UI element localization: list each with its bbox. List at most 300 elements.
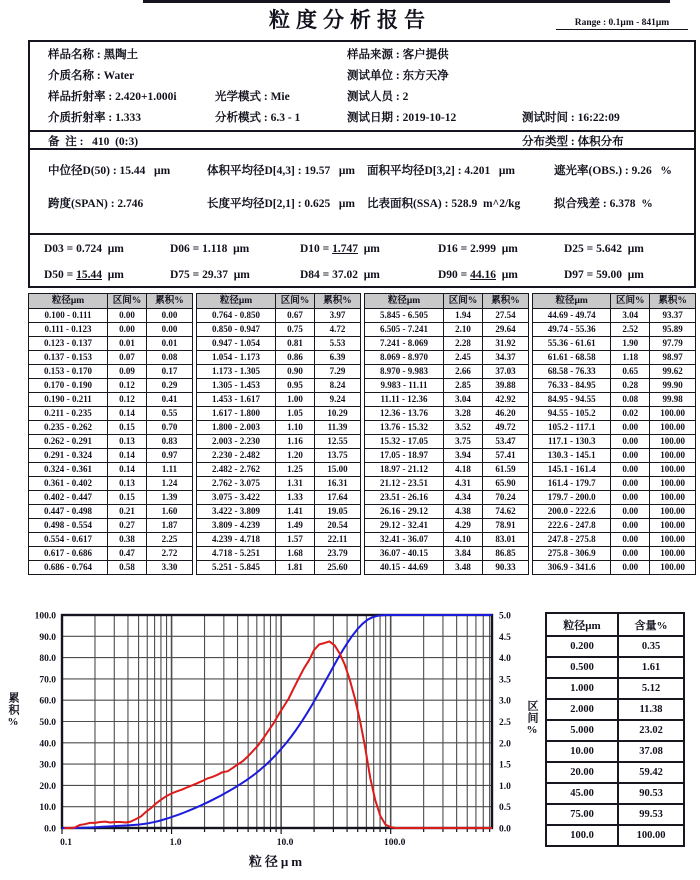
table-cell: 61.61 - 68.58 xyxy=(533,351,611,365)
table-cell: 0.00 xyxy=(611,491,650,505)
test-unit: 测试单位 : 东方天净 xyxy=(347,70,449,82)
table-cell: 0.90 xyxy=(276,365,315,379)
table-cell: 78.91 xyxy=(483,519,529,533)
table-row xyxy=(197,561,361,575)
table-cell: 3.075 - 3.422 xyxy=(197,491,276,505)
table-row xyxy=(29,491,193,505)
table-cell: 0.07 xyxy=(108,351,147,365)
svg-text:5.0: 5.0 xyxy=(499,611,511,622)
table-cell: 20.00 xyxy=(546,762,618,783)
table-row xyxy=(533,309,696,323)
table-cell: 0.95 xyxy=(276,379,315,393)
table-cell: 0.00 xyxy=(611,477,650,491)
table-cell: 99.98 xyxy=(650,393,696,407)
table-row xyxy=(365,337,529,351)
column-header: 累积% xyxy=(483,294,529,309)
table-cell: 1.39 xyxy=(147,491,193,505)
table-cell: 3.28 xyxy=(444,407,483,421)
table-cell: 0.686 - 0.764 xyxy=(29,561,108,575)
table-cell: 100.00 xyxy=(650,533,696,547)
table-cell: 0.27 xyxy=(108,519,147,533)
table-cell: 0.12 xyxy=(108,379,147,393)
table-row xyxy=(546,720,684,741)
table-cell: 0.35 xyxy=(618,636,684,657)
table-cell: 29.12 - 32.41 xyxy=(365,519,444,533)
table-row xyxy=(197,407,361,421)
table-row xyxy=(29,547,193,561)
d-value-d50: D50 = 15.44 μm xyxy=(44,269,124,281)
table-cell: 2.10 xyxy=(444,323,483,337)
table-row xyxy=(29,449,193,463)
sample-source: 样品来源 : 客户提供 xyxy=(347,49,449,61)
svg-text:80.0: 80.0 xyxy=(39,654,56,665)
distribution-table-group-4 xyxy=(532,293,696,575)
table-cell: 1.305 - 1.453 xyxy=(197,379,276,393)
table-cell: 40.15 - 44.69 xyxy=(365,561,444,575)
table-cell: 17.05 - 18.97 xyxy=(365,449,444,463)
svg-text:100.0: 100.0 xyxy=(34,611,56,622)
table-row xyxy=(197,463,361,477)
table-cell: 0.498 - 0.554 xyxy=(29,519,108,533)
table-cell: 5.000 xyxy=(546,720,618,741)
table-cell: 1.90 xyxy=(611,337,650,351)
column-header: 粒径μm xyxy=(533,294,611,309)
table-cell: 1.60 xyxy=(147,505,193,519)
svg-text:0.1: 0.1 xyxy=(60,838,72,848)
volume-mean-diameter: 体积平均径D[4,3] : 19.57 μm xyxy=(207,165,356,177)
table-cell: 5.53 xyxy=(315,337,361,351)
sample-refractive-index: 样品折射率 : 2.420+1.000i xyxy=(48,91,177,103)
table-row xyxy=(197,379,361,393)
table-cell: 0.262 - 0.291 xyxy=(29,435,108,449)
table-row xyxy=(533,365,696,379)
table-cell: 0.00 xyxy=(108,323,147,337)
table-cell: 1.94 xyxy=(444,309,483,323)
table-cell: 145.1 - 161.4 xyxy=(533,463,611,477)
table-row xyxy=(365,379,529,393)
table-cell: 0.83 xyxy=(147,435,193,449)
table-cell: 3.97 xyxy=(315,309,361,323)
table-row xyxy=(29,421,193,435)
content-table-header-row xyxy=(546,613,684,636)
sample-name: 样品名称 : 黑陶土 xyxy=(48,49,139,61)
table-cell: 2.482 - 2.762 xyxy=(197,463,276,477)
table-cell: 8.069 - 8.970 xyxy=(365,351,444,365)
table-cell: 1.61 xyxy=(618,657,684,678)
table-cell: 12.55 xyxy=(315,435,361,449)
sample-info-box xyxy=(28,40,696,150)
table-cell: 3.809 - 4.239 xyxy=(197,519,276,533)
table-cell: 25.60 xyxy=(315,561,361,575)
svg-text:0.0: 0.0 xyxy=(44,824,56,835)
table-cell: 222.6 - 247.8 xyxy=(533,519,611,533)
table-cell: 0.14 xyxy=(108,407,147,421)
table-cell: 17.64 xyxy=(315,491,361,505)
table-cell: 0.00 xyxy=(611,547,650,561)
column-header: 累积% xyxy=(650,294,696,309)
table-cell: 1.31 xyxy=(276,477,315,491)
d-value-d25: D25 = 5.642 μm xyxy=(564,243,644,255)
table-cell: 100.00 xyxy=(650,477,696,491)
table-cell: 9.983 - 11.11 xyxy=(365,379,444,393)
table-cell: 46.20 xyxy=(483,407,529,421)
table-cell: 15.00 xyxy=(315,463,361,477)
table-row xyxy=(533,337,696,351)
svg-text:2.0: 2.0 xyxy=(499,739,511,750)
table-header-row xyxy=(197,294,361,309)
table-row xyxy=(29,309,193,323)
table-cell: 0.12 xyxy=(108,393,147,407)
table-cell: 18.97 - 21.12 xyxy=(365,463,444,477)
table-cell: 29.64 xyxy=(483,323,529,337)
svg-text:0.5: 0.5 xyxy=(499,803,511,814)
table-cell: 0.850 - 0.947 xyxy=(197,323,276,337)
table-cell: 4.18 xyxy=(444,463,483,477)
d-value-d03: D03 = 0.724 μm xyxy=(44,243,124,255)
svg-text:70.0: 70.0 xyxy=(39,675,56,686)
table-cell: 3.04 xyxy=(611,309,650,323)
table-cell: 0.123 - 0.137 xyxy=(29,337,108,351)
d-value-d90: D90 = 44.16 μm xyxy=(438,269,518,281)
table-row xyxy=(533,435,696,449)
table-cell: 0.200 xyxy=(546,636,618,657)
svg-text:4.5: 4.5 xyxy=(499,632,511,643)
table-row xyxy=(365,323,529,337)
table-cell: 90.33 xyxy=(483,561,529,575)
table-cell: 3.422 - 3.809 xyxy=(197,505,276,519)
table-cell: 2.25 xyxy=(147,533,193,547)
table-row xyxy=(197,351,361,365)
d-values-row-2 xyxy=(30,262,694,288)
table-cell: 100.00 xyxy=(650,547,696,561)
info-row-4 xyxy=(30,108,694,129)
table-row xyxy=(546,741,684,762)
table-cell: 4.29 xyxy=(444,519,483,533)
stats-row-1 xyxy=(30,157,694,190)
table-cell: 75.00 xyxy=(546,804,618,825)
table-cell: 1.68 xyxy=(276,547,315,561)
column-header: 粒径μm xyxy=(29,294,108,309)
table-cell: 0.09 xyxy=(108,365,147,379)
info-row-1 xyxy=(30,45,694,66)
table-row xyxy=(533,505,696,519)
table-cell: 0.41 xyxy=(147,393,193,407)
table-cell: 7.241 - 8.069 xyxy=(365,337,444,351)
table-cell: 2.762 - 3.075 xyxy=(197,477,276,491)
table-cell: 0.00 xyxy=(611,505,650,519)
table-cell: 1.81 xyxy=(276,561,315,575)
table-cell: 0.21 xyxy=(108,505,147,519)
table-row xyxy=(29,323,193,337)
table-cell: 0.170 - 0.190 xyxy=(29,379,108,393)
table-row xyxy=(29,379,193,393)
svg-text:100.0: 100.0 xyxy=(383,838,406,848)
table-cell: 0.13 xyxy=(108,435,147,449)
table-cell: 0.01 xyxy=(147,337,193,351)
table-row xyxy=(546,762,684,783)
table-cell: 0.100 - 0.111 xyxy=(29,309,108,323)
table-cell: 1.617 - 1.800 xyxy=(197,407,276,421)
content-table xyxy=(545,612,685,847)
table-cell: 105.2 - 117.1 xyxy=(533,421,611,435)
table-row xyxy=(533,379,696,393)
table-cell: 1.33 xyxy=(276,491,315,505)
table-row xyxy=(29,351,193,365)
table-cell: 99.90 xyxy=(650,379,696,393)
table-cell: 5.845 - 6.505 xyxy=(365,309,444,323)
distribution-table-group-3 xyxy=(364,293,529,575)
optical-mode: 光学模式 : Mie xyxy=(215,91,290,103)
table-cell: 275.8 - 306.9 xyxy=(533,547,611,561)
table-row xyxy=(365,435,529,449)
table-cell: 0.402 - 0.447 xyxy=(29,491,108,505)
column-header: 区间% xyxy=(611,294,650,309)
column-header: 粒径μm xyxy=(546,613,618,636)
table-cell: 0.13 xyxy=(108,477,147,491)
table-cell: 0.00 xyxy=(611,463,650,477)
column-header: 累积% xyxy=(147,294,193,309)
table-cell: 4.72 xyxy=(315,323,361,337)
table-cell: 3.04 xyxy=(444,393,483,407)
table-cell: 61.59 xyxy=(483,463,529,477)
table-cell: 1.173 - 1.305 xyxy=(197,365,276,379)
table-cell: 100.00 xyxy=(650,435,696,449)
table-cell: 100.00 xyxy=(650,449,696,463)
table-cell: 27.54 xyxy=(483,309,529,323)
table-cell: 2.52 xyxy=(611,323,650,337)
table-row xyxy=(365,365,529,379)
table-cell: 31.92 xyxy=(483,337,529,351)
table-cell: 26.16 - 29.12 xyxy=(365,505,444,519)
table-cell: 1.20 xyxy=(276,449,315,463)
table-cell: 37.08 xyxy=(618,741,684,762)
table-cell: 55.36 - 61.61 xyxy=(533,337,611,351)
table-row xyxy=(546,636,684,657)
table-row xyxy=(197,519,361,533)
svg-text:90.0: 90.0 xyxy=(39,632,56,643)
table-row xyxy=(29,393,193,407)
svg-text:20.0: 20.0 xyxy=(39,781,56,792)
table-cell: 0.02 xyxy=(611,407,650,421)
table-cell: 23.79 xyxy=(315,547,361,561)
tester: 测试人员 : 2 xyxy=(347,91,409,103)
table-cell: 3.52 xyxy=(444,421,483,435)
table-cell: 65.90 xyxy=(483,477,529,491)
table-cell: 5.251 - 5.845 xyxy=(197,561,276,575)
table-cell: 1.000 xyxy=(546,678,618,699)
table-cell: 0.55 xyxy=(147,407,193,421)
table-cell: 2.003 - 2.230 xyxy=(197,435,276,449)
table-cell: 2.45 xyxy=(444,351,483,365)
table-row xyxy=(197,491,361,505)
d-value-d75: D75 = 29.37 μm xyxy=(170,269,250,281)
table-cell: 10.00 xyxy=(546,741,618,762)
table-row xyxy=(197,365,361,379)
table-cell: 15.32 - 17.05 xyxy=(365,435,444,449)
table-cell: 53.47 xyxy=(483,435,529,449)
table-cell: 0.554 - 0.617 xyxy=(29,533,108,547)
medium-refractive-index: 介质折射率 : 1.333 xyxy=(48,112,141,124)
table-cell: 0.190 - 0.211 xyxy=(29,393,108,407)
table-row xyxy=(197,337,361,351)
table-row xyxy=(533,449,696,463)
table-cell: 0.00 xyxy=(147,323,193,337)
table-header-row xyxy=(29,294,193,309)
table-row xyxy=(197,477,361,491)
svg-text:10.0: 10.0 xyxy=(39,803,56,814)
table-cell: 100.00 xyxy=(650,491,696,505)
table-cell: 0.00 xyxy=(147,309,193,323)
table-cell: 0.00 xyxy=(611,421,650,435)
table-cell: 117.1 - 130.3 xyxy=(533,435,611,449)
table-cell: 0.38 xyxy=(108,533,147,547)
column-header: 粒径μm xyxy=(365,294,444,309)
table-cell: 3.84 xyxy=(444,547,483,561)
table-cell: 3.75 xyxy=(444,435,483,449)
table-cell: 1.16 xyxy=(276,435,315,449)
table-row xyxy=(29,505,193,519)
table-row xyxy=(533,463,696,477)
table-cell: 1.054 - 1.173 xyxy=(197,351,276,365)
table-row xyxy=(365,421,529,435)
table-cell: 1.41 xyxy=(276,505,315,519)
table-cell: 100.00 xyxy=(650,421,696,435)
table-cell: 1.18 xyxy=(611,351,650,365)
distribution-chart xyxy=(8,606,538,875)
table-cell: 0.75 xyxy=(276,323,315,337)
table-cell: 59.42 xyxy=(618,762,684,783)
table-row xyxy=(197,505,361,519)
table-cell: 1.49 xyxy=(276,519,315,533)
table-cell: 247.8 - 275.8 xyxy=(533,533,611,547)
table-cell: 0.15 xyxy=(108,491,147,505)
remark: 备 注 : 410 (0:3) xyxy=(48,136,139,148)
right-axis-title: 区间% xyxy=(526,700,538,737)
table-cell: 6.505 - 7.241 xyxy=(365,323,444,337)
table-row xyxy=(533,519,696,533)
table-cell: 0.00 xyxy=(611,435,650,449)
table-cell: 37.03 xyxy=(483,365,529,379)
table-cell: 0.153 - 0.170 xyxy=(29,365,108,379)
column-header: 含量% xyxy=(618,613,684,636)
table-cell: 0.17 xyxy=(147,365,193,379)
table-cell: 1.25 xyxy=(276,463,315,477)
table-cell: 100.00 xyxy=(650,463,696,477)
table-row xyxy=(546,699,684,720)
table-cell: 306.9 - 341.6 xyxy=(533,561,611,575)
table-cell: 0.111 - 0.123 xyxy=(29,323,108,337)
table-cell: 99.62 xyxy=(650,365,696,379)
table-cell: 0.28 xyxy=(611,379,650,393)
table-cell: 0.15 xyxy=(108,421,147,435)
table-cell: 2.72 xyxy=(147,547,193,561)
table-row xyxy=(546,783,684,804)
left-axis-title: 累积% xyxy=(7,692,19,729)
table-cell: 76.33 - 84.95 xyxy=(533,379,611,393)
table-row xyxy=(365,477,529,491)
column-header: 区间% xyxy=(444,294,483,309)
table-cell: 83.01 xyxy=(483,533,529,547)
table-row xyxy=(365,561,529,575)
statistics-box xyxy=(28,148,696,235)
table-cell: 0.764 - 0.850 xyxy=(197,309,276,323)
table-cell: 19.05 xyxy=(315,505,361,519)
distribution-table xyxy=(28,293,696,585)
table-row xyxy=(533,407,696,421)
table-cell: 0.58 xyxy=(108,561,147,575)
table-cell: 42.92 xyxy=(483,393,529,407)
table-cell: 2.28 xyxy=(444,337,483,351)
table-cell: 98.97 xyxy=(650,351,696,365)
table-row xyxy=(365,491,529,505)
table-cell: 0.81 xyxy=(276,337,315,351)
table-row xyxy=(533,393,696,407)
test-time: 测试时间 : 16:22:09 xyxy=(522,112,620,124)
median-diameter: 中位径D(50) : 15.44 μm xyxy=(48,165,171,177)
table-row xyxy=(533,533,696,547)
table-cell: 0.00 xyxy=(611,449,650,463)
table-cell: 13.76 - 15.32 xyxy=(365,421,444,435)
table-cell: 8.970 - 9.983 xyxy=(365,365,444,379)
d-value-d16: D16 = 2.999 μm xyxy=(438,243,518,255)
svg-text:60.0: 60.0 xyxy=(39,696,56,707)
table-cell: 0.00 xyxy=(611,533,650,547)
table-row xyxy=(197,421,361,435)
table-cell: 4.10 xyxy=(444,533,483,547)
table-cell: 0.00 xyxy=(611,519,650,533)
table-cell: 1.57 xyxy=(276,533,315,547)
table-row xyxy=(29,561,193,575)
table-cell: 0.86 xyxy=(276,351,315,365)
table-cell: 70.24 xyxy=(483,491,529,505)
svg-text:1.0: 1.0 xyxy=(169,838,182,848)
table-cell: 39.88 xyxy=(483,379,529,393)
page-title: 粒度分析报告 xyxy=(269,8,431,32)
table-cell: 20.54 xyxy=(315,519,361,533)
table-row xyxy=(365,533,529,547)
svg-text:30.0: 30.0 xyxy=(39,760,56,771)
table-cell: 1.24 xyxy=(147,477,193,491)
table-cell: 0.97 xyxy=(147,449,193,463)
table-row xyxy=(365,351,529,365)
table-cell: 0.29 xyxy=(147,379,193,393)
table-cell: 6.39 xyxy=(315,351,361,365)
table-cell: 34.37 xyxy=(483,351,529,365)
table-cell: 0.947 - 1.054 xyxy=(197,337,276,351)
table-cell: 0.14 xyxy=(108,449,147,463)
table-cell: 9.24 xyxy=(315,393,361,407)
table-cell: 0.08 xyxy=(147,351,193,365)
table-cell: 0.70 xyxy=(147,421,193,435)
fit-residual: 拟合残差 : 6.378 % xyxy=(554,198,653,210)
table-row xyxy=(29,337,193,351)
table-cell: 0.65 xyxy=(611,365,650,379)
table-row xyxy=(197,393,361,407)
table-cell: 97.79 xyxy=(650,337,696,351)
table-cell: 200.0 - 222.6 xyxy=(533,505,611,519)
table-cell: 5.12 xyxy=(618,678,684,699)
table-row xyxy=(365,449,529,463)
svg-text:2.5: 2.5 xyxy=(499,718,511,728)
table-cell: 8.24 xyxy=(315,379,361,393)
table-cell: 45.00 xyxy=(546,783,618,804)
svg-text:粒径μm: 粒径μm xyxy=(248,854,306,869)
table-cell: 3.94 xyxy=(444,449,483,463)
table-cell: 0.447 - 0.498 xyxy=(29,505,108,519)
table-cell: 2.85 xyxy=(444,379,483,393)
table-row xyxy=(365,519,529,533)
table-row xyxy=(546,804,684,825)
